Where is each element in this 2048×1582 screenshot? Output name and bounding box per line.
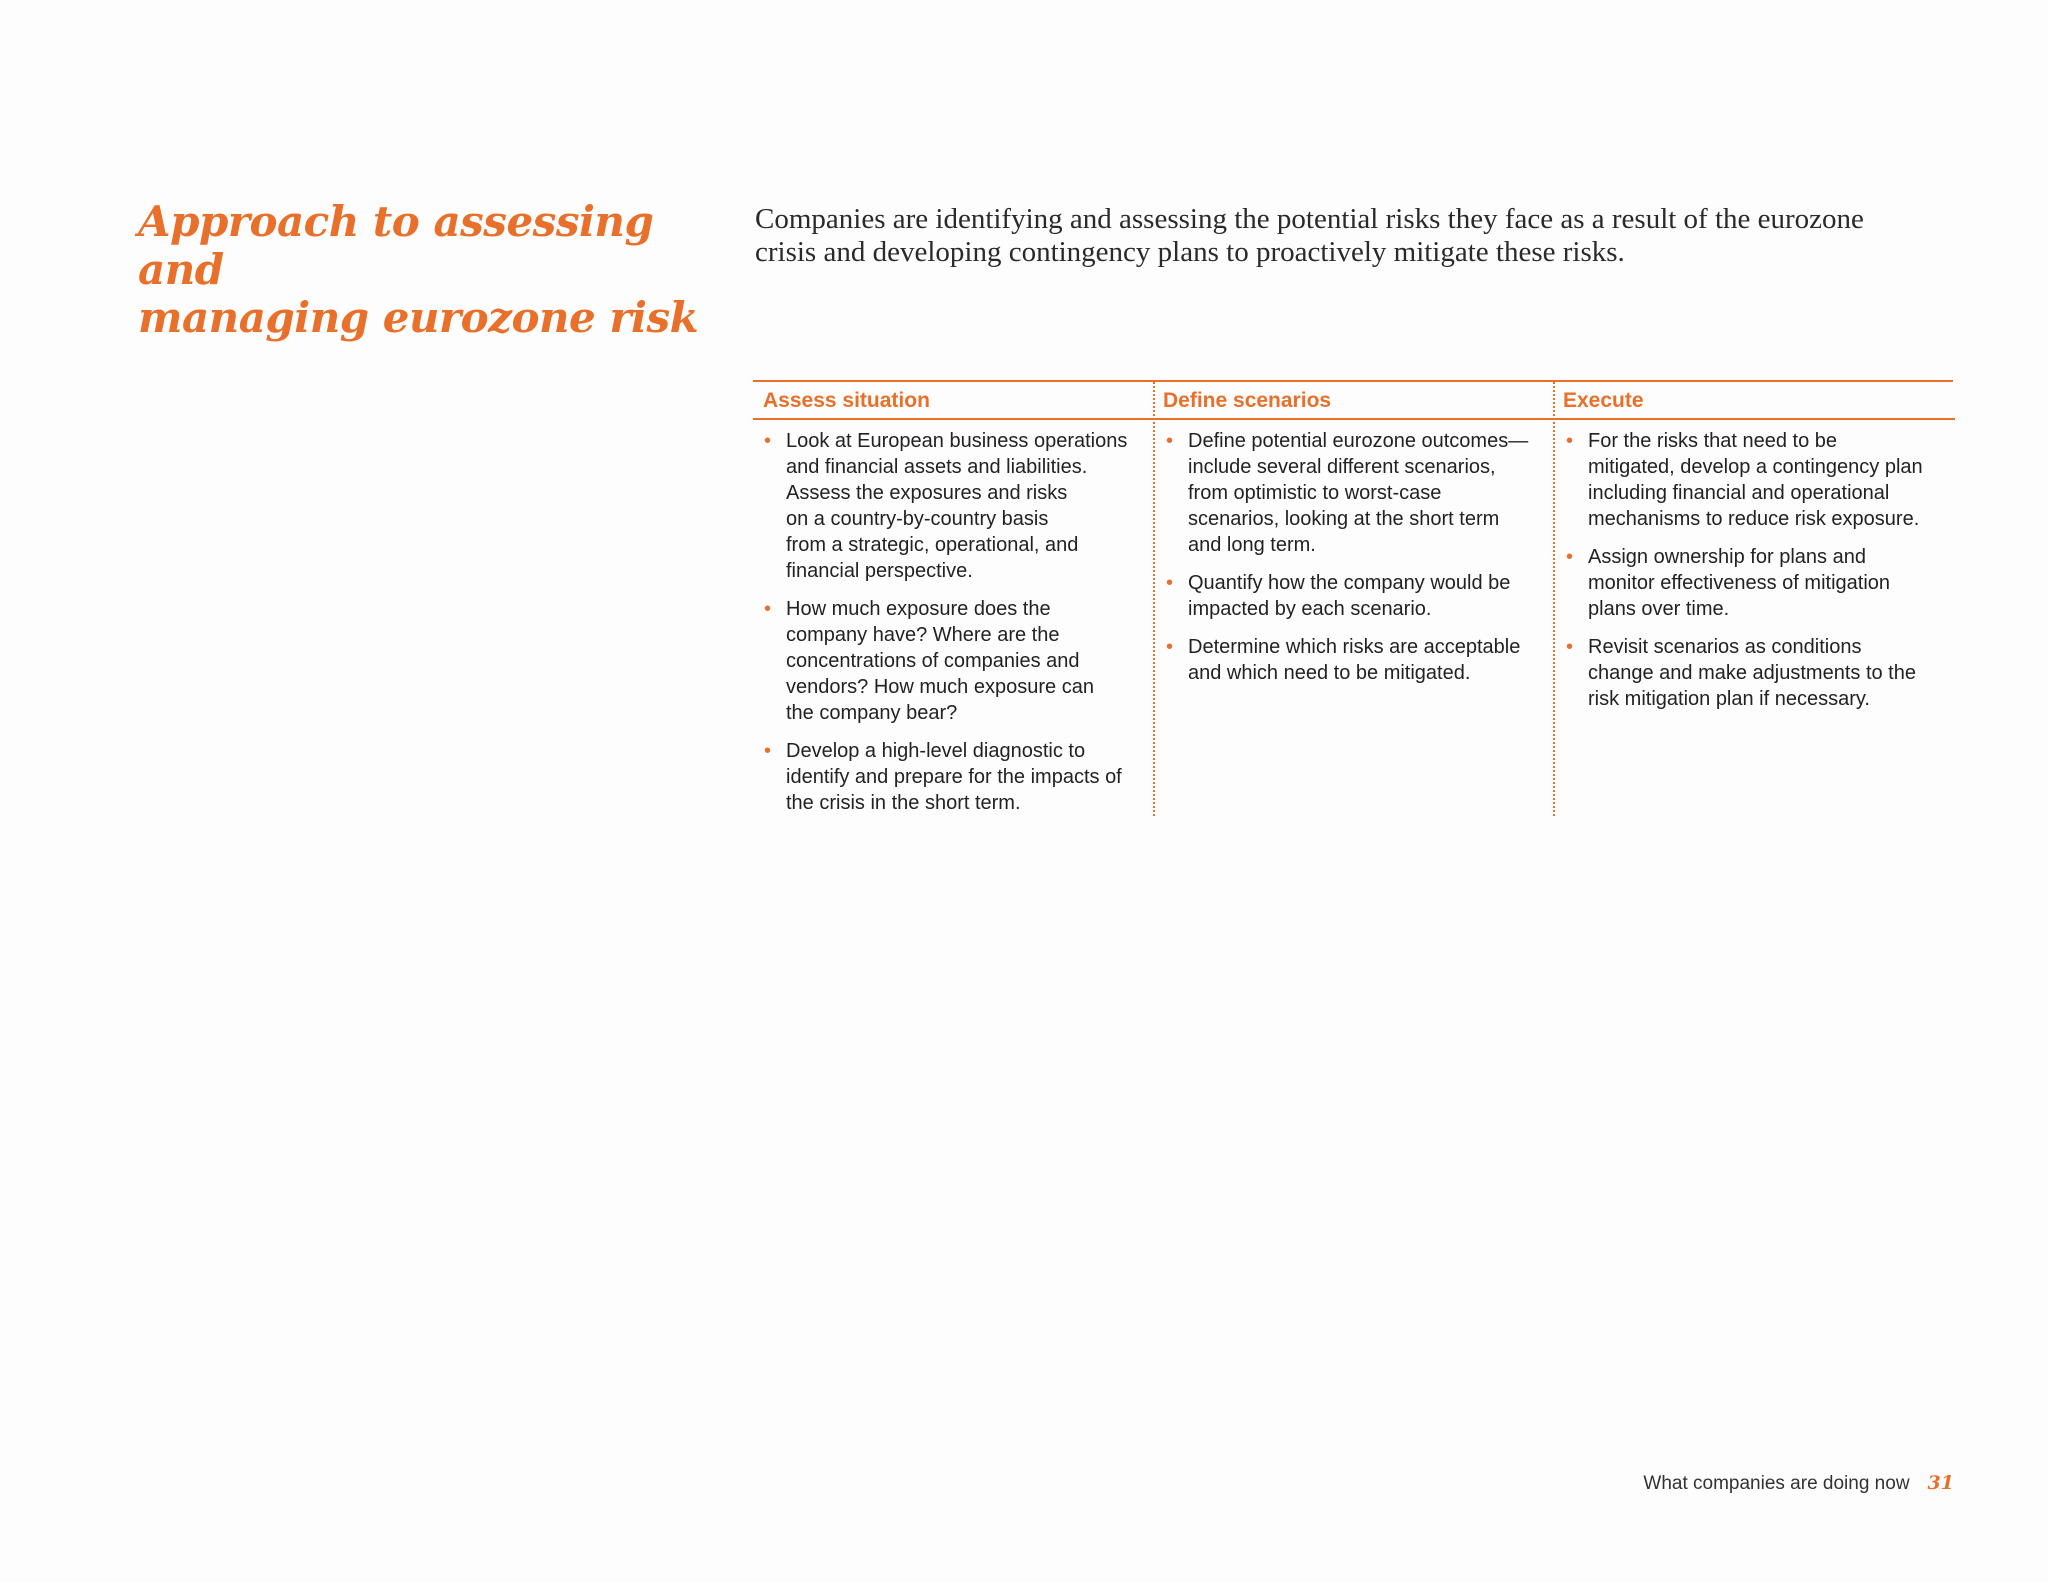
bullet-item <box>763 428 1143 584</box>
bullet-item <box>1565 634 1945 712</box>
page-number: 31 <box>1927 1472 1954 1494</box>
bullet-line: For the risks that need to be <box>1588 430 1838 452</box>
bullet-line: concentrations of companies and <box>786 650 1080 672</box>
column-define-scenarios <box>1153 382 1555 816</box>
bullet-dot-icon: • <box>1166 430 1174 452</box>
page-title-line: Approach to assessing and <box>138 197 654 294</box>
bullet-item <box>1165 634 1545 686</box>
bullet-line: Look at European business operations <box>786 430 1128 452</box>
bullet-item <box>1165 428 1545 558</box>
bullet-text <box>1588 544 1945 622</box>
bullet-line: company have? Where are the <box>786 624 1060 646</box>
footer-section-label: What companies are doing now <box>1643 1473 1910 1494</box>
bullet-line: plans over time. <box>1588 598 1730 620</box>
bullet-text <box>786 428 1143 584</box>
bullet-line: from optimistic to worst-case <box>1188 482 1442 504</box>
intro-paragraph <box>755 203 1975 269</box>
bullet-item <box>1165 570 1545 622</box>
bullet-list <box>753 420 1153 816</box>
bullet-line: include several different scenarios, <box>1188 456 1496 478</box>
page-footer <box>1643 1470 1954 1497</box>
bullet-line: Assign ownership for plans and <box>1588 546 1866 568</box>
bullet-dot-icon: • <box>764 740 772 762</box>
bullet-line: identify and prepare for the impacts of <box>786 766 1122 788</box>
bullet-line: Define potential eurozone outcomes— <box>1188 430 1529 452</box>
bullet-text <box>1188 634 1545 686</box>
bullet-item <box>763 596 1143 726</box>
bullet-line: impacted by each scenario. <box>1188 598 1432 620</box>
bullet-line: financial perspective. <box>786 560 973 582</box>
bullet-line: Assess the exposures and risks <box>786 482 1068 504</box>
bullet-text <box>786 596 1143 726</box>
bullet-line: mechanisms to reduce risk exposure. <box>1588 508 1920 530</box>
bullet-line: vendors? How much exposure can <box>786 676 1094 698</box>
bullet-item <box>763 738 1143 816</box>
bullet-dot-icon: • <box>1166 572 1174 594</box>
column-heading: Execute <box>1553 382 1955 420</box>
page-title <box>138 198 738 342</box>
bullet-line: and financial assets and liabilities. <box>786 456 1088 478</box>
bullet-line: Revisit scenarios as conditions <box>1588 636 1862 658</box>
intro-line: Companies are identifying and assessing the potential risks they face as a result of the eurozone <box>755 203 1864 235</box>
bullet-dot-icon: • <box>1566 636 1574 658</box>
bullet-dot-icon: • <box>1566 546 1574 568</box>
bullet-line: and which need to be mitigated. <box>1188 662 1471 684</box>
bullet-line: from a strategic, operational, and <box>786 534 1079 556</box>
bullet-text <box>1588 428 1945 532</box>
bullet-line: change and make adjustments to the <box>1588 662 1916 684</box>
bullet-line: the crisis in the short term. <box>786 792 1021 814</box>
bullet-list <box>1555 420 1955 712</box>
bullet-line: scenarios, looking at the short term <box>1188 508 1500 530</box>
bullet-text <box>786 738 1143 816</box>
bullet-text <box>1588 634 1945 712</box>
bullet-line: How much exposure does the <box>786 598 1051 620</box>
bullet-line: risk mitigation plan if necessary. <box>1588 688 1870 710</box>
bullet-text <box>1188 428 1545 558</box>
column-assess-situation <box>753 382 1153 816</box>
bullet-list <box>1155 420 1555 686</box>
bullet-line: Determine which risks are acceptable <box>1188 636 1521 658</box>
bullet-line: including financial and operational <box>1588 482 1890 504</box>
bullet-dot-icon: • <box>1566 430 1574 452</box>
bullet-line: monitor effectiveness of mitigation <box>1588 572 1891 594</box>
bullet-dot-icon: • <box>764 598 772 620</box>
column-heading: Assess situation <box>753 382 1153 420</box>
risk-approach-table <box>753 380 1953 818</box>
bullet-line: Develop a high-level diagnostic to <box>786 740 1086 762</box>
bullet-line: the company bear? <box>786 702 958 724</box>
intro-line: crisis and developing contingency plans to proactively mitigate these risks. <box>755 236 1625 268</box>
bullet-dot-icon: • <box>1166 636 1174 658</box>
column-execute <box>1553 382 1955 816</box>
bullet-line: and long term. <box>1188 534 1316 556</box>
bullet-line: mitigated, develop a contingency plan <box>1588 456 1923 478</box>
bullet-line: on a country-by-country basis <box>786 508 1049 530</box>
bullet-dot-icon: • <box>764 430 772 452</box>
bullet-item <box>1565 428 1945 532</box>
column-heading: Define scenarios <box>1153 382 1555 420</box>
bullet-line: Quantify how the company would be <box>1188 572 1511 594</box>
bullet-item <box>1565 544 1945 622</box>
bullet-text <box>1188 570 1545 622</box>
page-title-line: managing eurozone risk <box>138 293 699 342</box>
